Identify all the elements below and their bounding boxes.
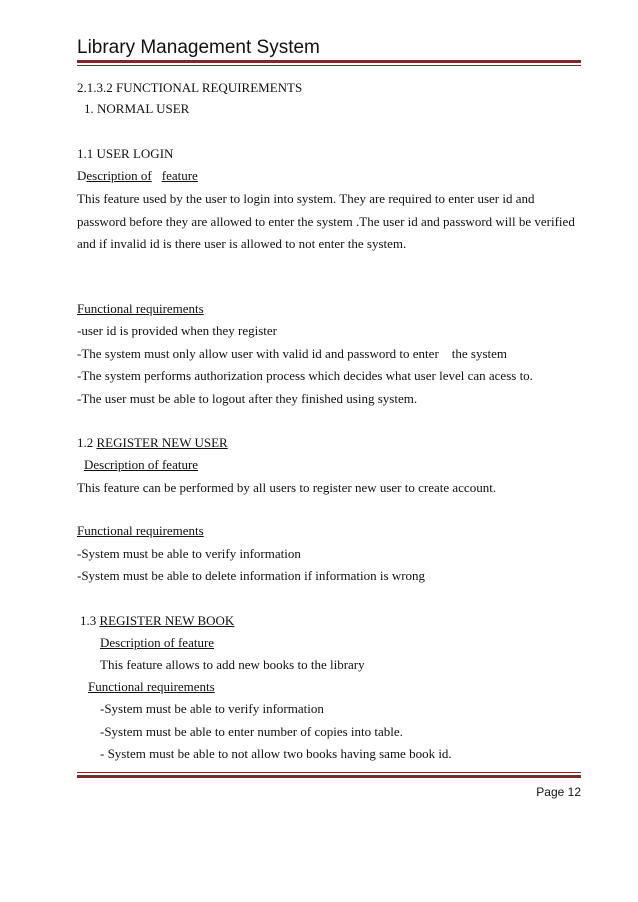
register-book-requirement: - System must be able to not allow two books having same book id. [100,746,452,761]
user-login-body-line: and if invalid id is there user is allowed to not enter the system. [77,236,407,251]
description-prefix: D [77,168,87,183]
register-user-requirement: -System must be able to delete information if information is wrong [77,568,426,583]
register-book-body: This feature allows to add new books to the library [100,657,365,672]
description-feature: feature [161,168,198,183]
section-title: 2.1.3.2 FUNCTIONAL REQUIREMENTS [77,80,303,95]
register-book-heading-label: REGISTER NEW BOOK [99,613,235,628]
user-login-body-line: This feature used by the user to login into system. They are required to enter user id and [77,191,535,206]
register-user-description-label: Description of feature [84,457,199,472]
header-rule-thick [77,60,581,63]
register-user-body: This feature can be performed by all users to register new user to create account. [77,480,497,495]
register-user-heading-label: REGISTER NEW USER [96,435,228,450]
register-book-requirement: -System must be able to verify information [100,701,324,716]
user-login-requirement: -The system must only allow user with valid id and password to enter the system [77,346,508,361]
footer-rule-thick [77,775,581,778]
footer-rule-thin [77,772,581,773]
register-book-description-label: Description of feature [100,635,215,650]
register-book-heading [80,613,234,629]
user-login-functional-label: Functional requirements [77,301,204,316]
register-user-requirement: -System must be able to verify information [77,546,301,561]
register-book-heading-number: 1.3 [80,613,100,628]
document-title: Library Management System [77,37,320,58]
user-login-heading: 1.1 USER LOGIN [77,146,174,161]
user-login-requirement: -The user must be able to logout after they finished using system. [77,391,418,406]
section-subtitle: 1. NORMAL USER [84,101,190,116]
user-login-description-label [77,168,198,184]
register-book-requirement: -System must be able to enter number of copies into table. [100,724,403,739]
page-number: Page 12 [536,785,581,799]
user-login-body-line: password before they are allowed to enter the system .The user id and password will be verified [77,214,575,229]
user-login-requirement: -The system performs authorization process which decides what user level can acess to. [77,368,533,383]
register-user-heading-number: 1.2 [77,435,97,450]
description-label: escription of [86,168,152,183]
register-book-functional-label: Functional requirements [88,679,215,694]
register-user-heading [77,435,228,451]
user-login-requirement: -user id is provided when they register [77,323,278,338]
header-rule-thin [77,65,581,66]
register-user-functional-label: Functional requirements [77,523,204,538]
